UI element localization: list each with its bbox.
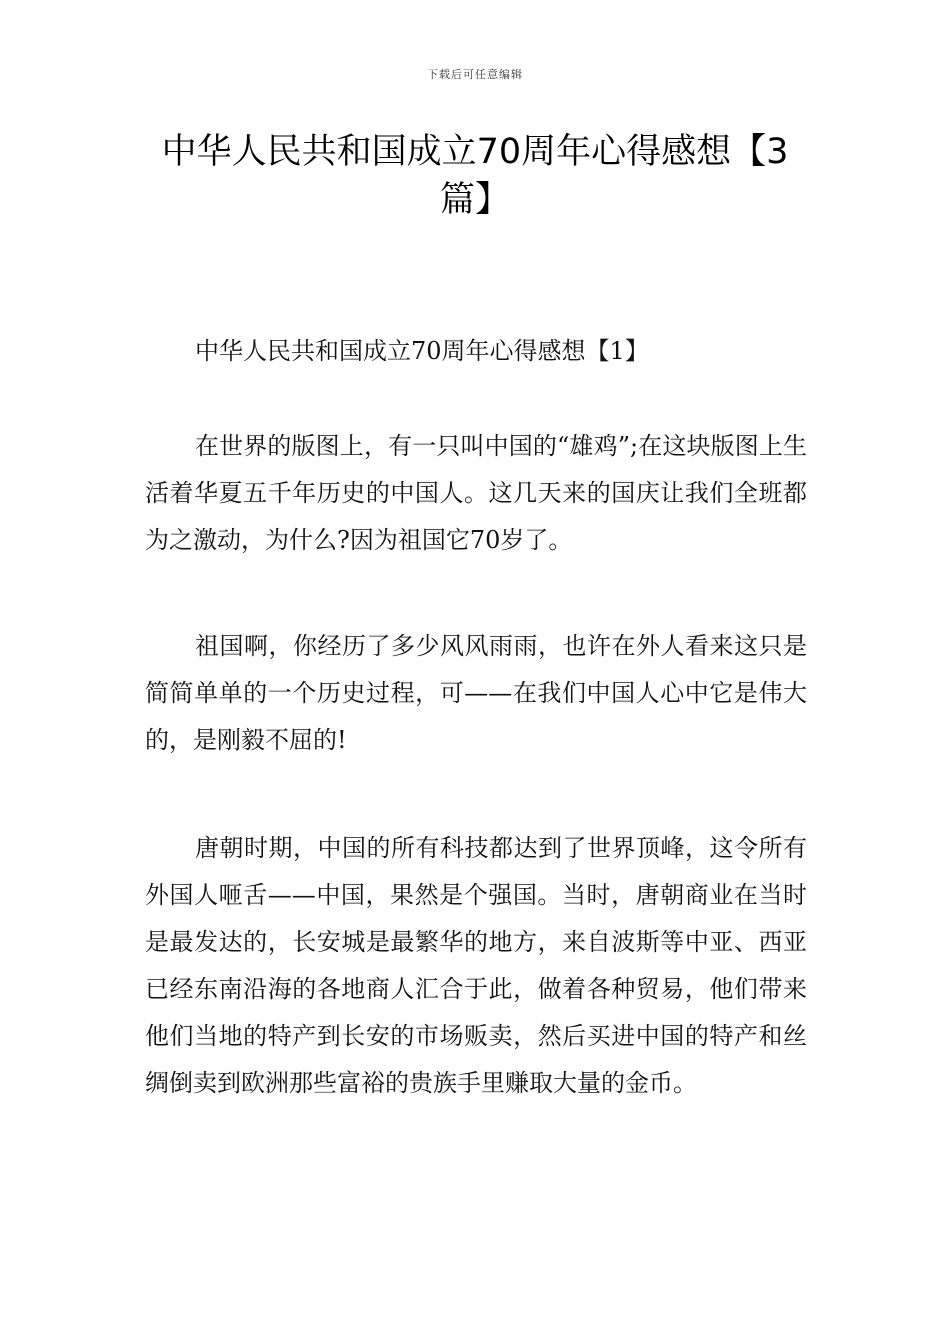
header-note: 下载后可任意编辑 [427,68,523,81]
paragraph: 在世界的版图上，有一只叫中国的“雄鸡”;在这块版图上生活着华夏五千年历史的中国人。这几天来的国庆让我们全班都为之激动，为什么?因为祖国它70岁了。 [145,432,807,554]
section-heading: 中华人民共和国成立70周年心得感想【1】 [195,337,649,365]
paragraph: 祖国啊，你经历了多少风风雨雨，也许在外人看来这只是简简单单的一个历史过程，可——在我们中国人心中它是伟大的，是刚毅不屈的! [145,632,807,754]
document-title: 中华人民共和国成立70周年心得感想【3篇】 [161,132,789,220]
paragraph: 唐朝时期，中国的所有科技都达到了世界顶峰，这令所有外国人咂舌——中国，果然是个强国。当时，唐朝商业在当时是最发达的，长安城是最繁华的地方，来自波斯等中亚、西亚已经东南沿海的各地商人汇合于此，做着各种贸易，他们带来他们当地的特产到长安的市场贩卖，然后买进中国的特产和丝绸倒卖到欧洲那些富裕的贵族手里赚取大量的金币。 [145,834,807,1097]
